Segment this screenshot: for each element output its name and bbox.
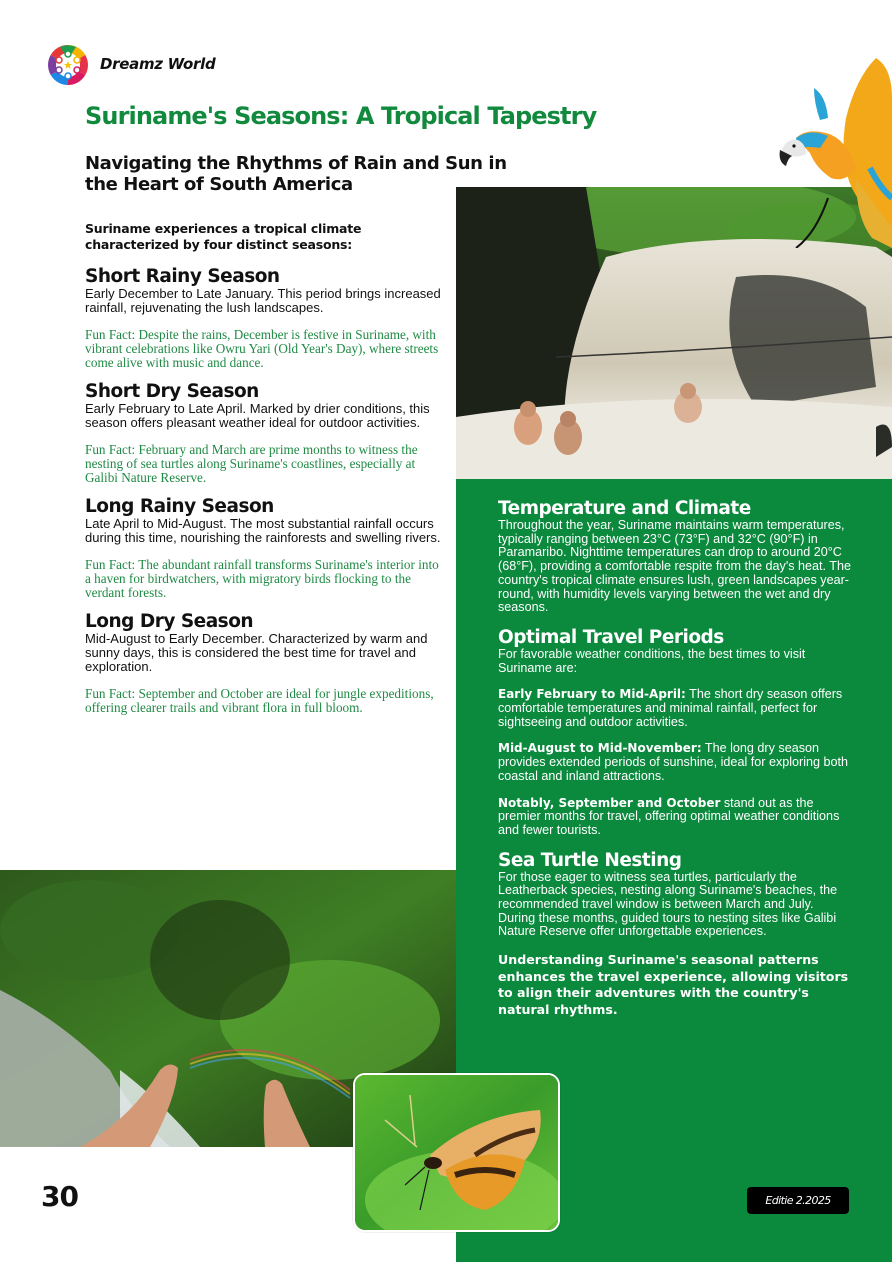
temperature-section <box>498 499 854 615</box>
turtle-section <box>498 851 854 940</box>
travel-period-item <box>498 688 854 729</box>
season-heading: Long Rainy Season <box>85 496 274 517</box>
travel-period-label: Mid-August to Mid-November: <box>498 741 702 756</box>
travel-period-label: Notably, September and October <box>498 795 721 810</box>
travel-period-text: The long dry season provides extended periods of sunshine, ideal for exploring both coastal and inland attractions. <box>498 741 849 783</box>
season-short-rainy <box>85 267 447 370</box>
season-long-rainy <box>85 497 447 600</box>
edition-badge: Editie 2.2025 <box>747 1187 849 1214</box>
season-description: Mid-August to Early December. Characterized by warm and sunny days, this is considered the best time for travel and exploration. <box>85 631 428 674</box>
season-heading: Short Dry Season <box>85 381 259 402</box>
travel-period-text: stand out as the premier months for travel, offering optimal weather conditions and fewer tourists. <box>498 795 840 837</box>
closing-statement: Understanding Suriname's seasonal patterns enhances the travel experience, allowing visitors to align their adventures with the country's natural rhythms. <box>498 952 849 1017</box>
season-fun-fact: Fun Fact: September and October are ideal for jungle expeditions, offering clearer trails and vibrant flora in full bloom. <box>85 686 434 715</box>
macaw-parrot-photo <box>776 58 892 248</box>
page-number: 30 <box>41 1180 78 1213</box>
dreamz-world-logo-icon <box>46 43 90 87</box>
season-fun-fact: Fun Fact: The abundant rainfall transforms Suriname's interior into a haven for birdwatchers, with migratory birds flocking to the verdant forests. <box>85 557 439 600</box>
season-description: Early December to Late January. This period brings increased rainfall, rejuvenating the lush landscapes. <box>85 286 441 315</box>
season-heading: Long Dry Season <box>85 611 254 632</box>
brand-logo <box>46 43 90 87</box>
seasons-column <box>85 221 447 727</box>
travel-periods-heading: Optimal Travel Periods <box>498 626 724 648</box>
temperature-heading: Temperature and Climate <box>498 498 751 519</box>
seasons-intro: Suriname experiences a tropical climate characterized by four distinct seasons: <box>85 221 362 252</box>
travel-info-column <box>498 499 854 1019</box>
travel-period-label: Early February to Mid-April: <box>498 687 686 702</box>
season-description: Early February to Late April. Marked by drier conditions, this season offers pleasant weather ideal for outdoor activities. <box>85 401 430 430</box>
page-subtitle: Navigating the Rhythms of Rain and Sun in the Heart of South America <box>85 153 507 195</box>
butterfly-photo <box>353 1073 560 1232</box>
turtle-heading: Sea Turtle Nesting <box>498 849 682 871</box>
season-heading: Short Rainy Season <box>85 266 280 287</box>
brand-name: Dreamz World <box>100 55 216 73</box>
page-title: Suriname's Seasons: A Tropical Tapestry <box>85 102 597 130</box>
travel-periods-section <box>498 628 854 838</box>
temperature-text: Throughout the year, Suriname maintains warm temperatures, typically ranging between 23°C (73°F) and 32°C (90°F) in Paramaribo. Nighttime temperatures can drop to around 20°C (68°F), providing a comfortable respite from the day's heat. The country's tropical climate ensures lush, green landscapes year-round, with humidity levels varying between the wet and dry seasons. <box>498 518 852 615</box>
travel-period-item <box>498 797 854 838</box>
season-short-dry <box>85 382 447 485</box>
travel-period-text: The short dry season offers comfortable temperatures and minimal rainfall, perfect for sightseeing and outdoor activities. <box>498 687 843 729</box>
season-fun-fact: Fun Fact: Despite the rains, December is festive in Suriname, with vibrant celebrations like Owru Yari (Old Year's Day), where streets come alive with music and dance. <box>85 327 439 370</box>
travel-period-item <box>498 742 854 783</box>
travel-periods-intro: For favorable weather conditions, the best times to visit Suriname are: <box>498 646 806 675</box>
season-fun-fact: Fun Fact: February and March are prime months to witness the nesting of sea turtles along Suriname's coastlines, especially at Galibi Nature Reserve. <box>85 442 418 485</box>
season-description: Late April to Mid-August. The most substantial rainfall occurs during this time, nourishing the rainforests and swelling rivers. <box>85 516 441 545</box>
season-long-dry <box>85 612 447 715</box>
turtle-text: For those eager to witness sea turtles, particularly the Leatherback species, nesting along Suriname's beaches, the recommended travel window is between March and July. During these months, guided tours to nesting sites like Galibi Nature Reserve offer unforgettable experiences. <box>498 869 838 939</box>
